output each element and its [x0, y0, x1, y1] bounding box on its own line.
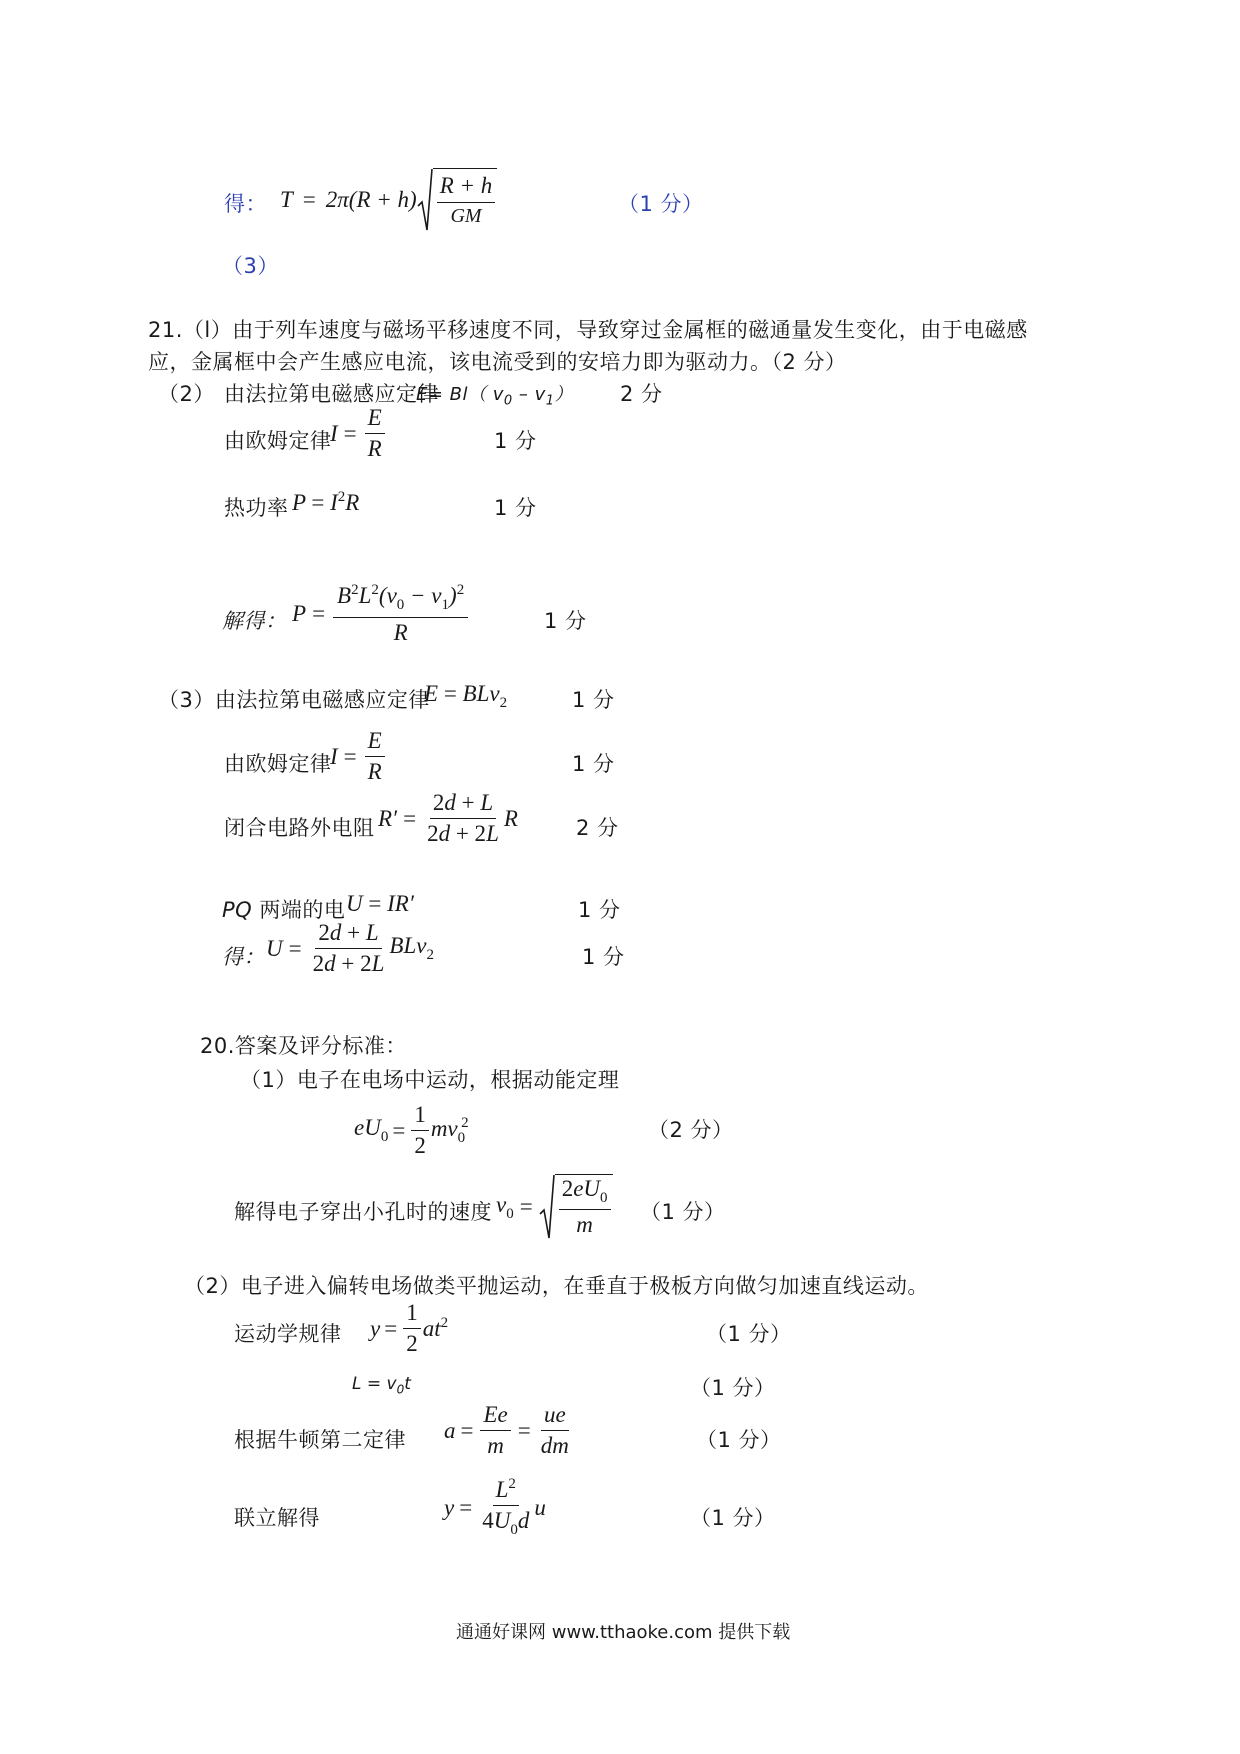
- deflection-score: （1 分）: [690, 1506, 776, 1530]
- exit-velocity-formula: $v_0$ = $\frac{2eU_0}{m}$: [496, 1174, 613, 1240]
- q20-title: 20.答案及评分标准：: [200, 1034, 407, 1058]
- final-derive-label: 得：: [222, 945, 265, 969]
- q21-part2-score: 2 分: [620, 382, 663, 406]
- ohm-law-formula: I = $\frac{E}{R}$: [330, 405, 387, 463]
- derive-label: 得：: [224, 192, 267, 216]
- ohm-law-score: 1 分: [494, 429, 537, 453]
- formula-prefix: 2π(R + h): [325, 187, 417, 212]
- external-resistance-score: 2 分: [576, 816, 619, 840]
- q21-faraday-label: 由法拉第电磁感应定律: [224, 382, 439, 406]
- kinematics-label: 运动学规律: [234, 1322, 342, 1346]
- q21-faraday-eq: E= Bl（ $v_0 - v_1$）: [416, 384, 574, 409]
- radical-sign: [417, 168, 433, 232]
- length-equation: $L = v_0t$: [352, 1374, 411, 1397]
- newton-label: 根据牛顿第二定律: [234, 1428, 406, 1452]
- heat-power-formula: $P = I^2R$: [292, 489, 360, 515]
- sqrt-fraction: [437, 173, 496, 227]
- exit-velocity-score: （1 分）: [640, 1200, 726, 1224]
- radical-sign-2: [539, 1174, 555, 1240]
- ohm-law-2-score: 1 分: [572, 752, 615, 776]
- power-result-formula: P = $\frac{B^2L^2(v_0 - v_1)^2}{R}$: [292, 582, 470, 647]
- external-resistance-label: 闭合电路外电阻: [224, 816, 375, 840]
- period-formula: [280, 168, 497, 232]
- exit-velocity-label: 解得电子穿出小孔时的速度: [234, 1200, 492, 1224]
- sqrt-expression: [417, 168, 498, 232]
- emf-formula: E = BLv$_2$: [424, 681, 508, 711]
- q20-part1: （1）电子在电场中运动，根据动能定理: [240, 1068, 620, 1092]
- pq-voltage-score: 1 分: [578, 898, 621, 922]
- ohm-law-2-label: 由欧姆定律: [224, 752, 332, 776]
- footer-text: 通通好课网 www.tthaoke.com 提供下载: [456, 1622, 791, 1643]
- formula-lhs: T: [280, 187, 293, 212]
- external-resistance-formula: R′ = $\frac{2d + L}{2d + 2L}$ R: [378, 790, 518, 847]
- pq-voltage-formula: U = IR′: [346, 891, 414, 916]
- combine-label: 联立解得: [234, 1506, 320, 1530]
- final-voltage-formula: U = $\frac{2d + L}{2d + 2L}$ BLv$_2$: [266, 920, 434, 977]
- length-equation-score: （1 分）: [690, 1376, 776, 1400]
- power-result-score: 1 分: [544, 609, 587, 633]
- q20-part2: （2）电子进入偏转电场做类平抛运动，在垂直于极板方向做匀加速直线运动。: [184, 1274, 929, 1298]
- part-3-label: （3）: [222, 254, 279, 278]
- kinematics-score: （1 分）: [706, 1322, 792, 1346]
- deflection-formula: y = $\frac{L^2}{4U_0d}$ u: [444, 1476, 546, 1539]
- newton-formula: a = $\frac{Ee}{m}$ = $\frac{ue}{dm}$: [444, 1402, 569, 1459]
- final-voltage-score: 1 分: [582, 945, 625, 969]
- ohm-law-2-formula: I = $\frac{E}{R}$: [330, 728, 387, 786]
- pq-voltage-label: PQ 两端的电: [222, 898, 346, 922]
- solve-label: 解得：: [222, 609, 287, 633]
- score-q19: （1 分）: [618, 192, 704, 216]
- sqrt-denominator: GM: [450, 204, 482, 227]
- q21-part3-label: （3）由法拉第电磁感应定律: [158, 688, 430, 712]
- emf-score: 1 分: [572, 688, 615, 712]
- q21-part2-label: （2）: [158, 382, 215, 406]
- heat-power-score: 1 分: [494, 496, 537, 520]
- sqrt-numerator: R + h: [437, 173, 496, 202]
- ohm-law-label: 由欧姆定律: [224, 429, 332, 453]
- kinetic-energy-score: （2 分）: [648, 1118, 734, 1142]
- newton-score: （1 分）: [696, 1428, 782, 1452]
- q21-line1: 21.（l）由于列车速度与磁场平移速度不同，导致穿过金属框的磁通量发生变化，由于电磁感: [148, 318, 1028, 342]
- kinematics-formula: y = $\frac{1}{2}$ $at^2$: [370, 1300, 449, 1357]
- kinetic-energy-formula: $eU_0$ = $\frac{1}{2}$ $mv_0^2$: [354, 1102, 469, 1159]
- heat-power-label: 热功率: [224, 496, 289, 520]
- q21-line2: 应，金属框中会产生感应电流，该电流受到的安培力即为驱动力。（2 分）: [148, 350, 847, 374]
- formula-eq: =: [302, 187, 316, 212]
